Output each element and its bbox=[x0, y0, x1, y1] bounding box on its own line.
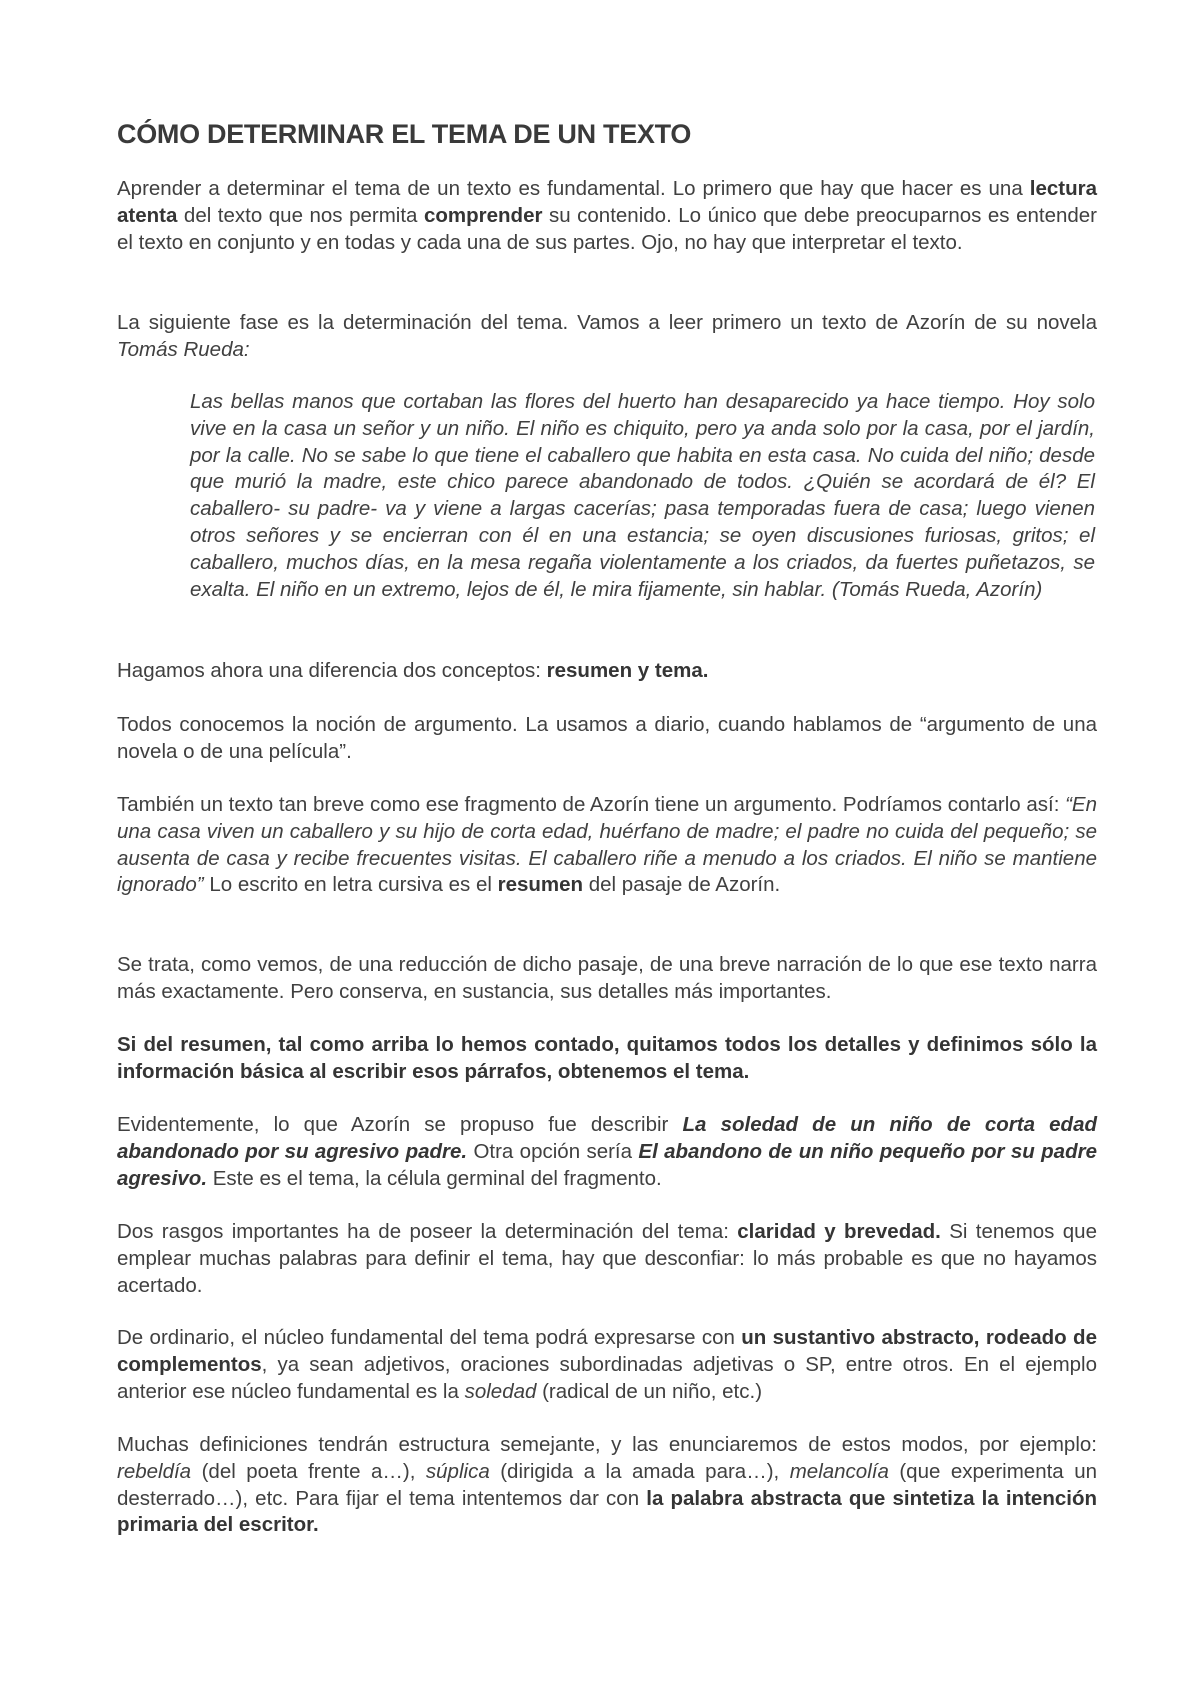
italic-run: melancolía bbox=[789, 1459, 889, 1483]
bold-run: claridad y brevedad. bbox=[737, 1220, 941, 1243]
text-run: Este es el tema, la célula germinal del fragmento. bbox=[207, 1166, 662, 1190]
bold-run: resumen bbox=[497, 873, 584, 897]
text-run: , ya sean adjetivos, oraciones subordinadas adjetivas o SP, entre otros. En el ejemplo anterior ese núcleo fundamental es la bbox=[117, 1352, 1097, 1403]
text-run: (radical de un niño, etc.) bbox=[536, 1379, 763, 1403]
text-run: Hagamos ahora una diferencia dos conceptos: bbox=[117, 659, 547, 682]
text-run: Dos rasgos importantes ha de poseer la determinación del tema: bbox=[117, 1220, 738, 1243]
italic-run: rebeldía bbox=[117, 1459, 192, 1483]
bold-italic-run: La soledad de un niño de corta edad abandonado por su agresivo padre. bbox=[117, 1113, 1097, 1163]
bold-run: lectura atenta bbox=[117, 177, 1097, 227]
bold-italic-run: El abandono de un niño pequeño por su padre agresivo. bbox=[117, 1139, 1097, 1190]
quote-azorin: Las bellas manos que cortaban las flores del huerto han desaparecido ya hace tiempo. Hoy solo vive en la casa un señor y un niño. El niño es chiquito, pero ya anda solo por la casa, por el jardín, por la calle. No se sabe lo que tiene el caballero que habita en esta casa. No cuida del niño; desde que murió la madre, este chico parece abandonado de todos. ¿Quién se acordará de él? El caballero- su padre- va y viene a largas cacerías; pasa temporadas fuera de casa; luego vienen otros señores y se encierran con él en una estancia; se oyen discusiones furiosas, gritos; el caballero, muchos días, en la mesa regaña violentamente a los criados, da fuertes puñetazos, se exalta. El niño en un extremo, lejos de él, le mira fijamente, sin hablar. (Tomás Rueda, Azorín) bbox=[190, 390, 1095, 601]
italic-run: soledad bbox=[464, 1379, 537, 1403]
text-run: Otra opción sería bbox=[467, 1139, 639, 1163]
bold-run: resumen y tema. bbox=[546, 659, 709, 682]
paragraph-definiciones bbox=[117, 1432, 1097, 1539]
paragraph-tema-definicion: Si del resumen, tal como arriba lo hemos contado, quitamos todos los detalles y definimos sólo la información básica al escribir esos párrafos, obtenemos el tema. bbox=[117, 1033, 1097, 1083]
text-run: Si tenemos que emplear muchas palabras para definir el tema, hay que desconfiar: lo más probable es que no hayamos acertado. bbox=[117, 1220, 1097, 1297]
text-run: También un texto tan breve como ese fragmento de Azorín tiene un argumento. Podríamos contarlo así: bbox=[117, 793, 1066, 816]
bold-run: comprender bbox=[423, 203, 543, 227]
paragraph-intro bbox=[117, 176, 1097, 256]
paragraph-resumen bbox=[117, 792, 1097, 899]
paragraph-rasgos bbox=[117, 1219, 1097, 1299]
text-run: del pasaje de Azorín. bbox=[583, 873, 781, 897]
text-run: Lo escrito en letra cursiva es el bbox=[203, 873, 498, 897]
text-run: (que experimenta un desterrado…), etc. Para fijar el tema intentemos dar con bbox=[117, 1459, 1097, 1510]
paragraph-nucleo bbox=[117, 1325, 1097, 1405]
text-run: (dirigida a la amada para…), bbox=[489, 1459, 790, 1483]
italic-run: Tomás Rueda: bbox=[117, 337, 250, 361]
text-run: La siguiente fase es la determinación del tema. Vamos a leer primero un texto de Azorín de su novela bbox=[117, 311, 1097, 334]
text-run: De ordinario, el núcleo fundamental del tema podrá expresarse con bbox=[117, 1326, 742, 1349]
paragraph-fase bbox=[117, 310, 1097, 364]
paragraph-evidentemente bbox=[117, 1112, 1097, 1192]
text-run: su contenido. Lo único que debe preocuparnos es entender el texto en conjunto y en todas y cada una de sus partes. Ojo, no hay que interpretar el texto. bbox=[117, 203, 1097, 254]
text-run: Evidentemente, lo que Azorín se propuso fue describir bbox=[117, 1113, 683, 1136]
bold-run: un sustantivo abstracto, rodeado de complementos bbox=[117, 1326, 1097, 1376]
text-run: (del poeta frente a…), bbox=[191, 1459, 426, 1483]
bold-run: la palabra abstracta que sintetiza la intención primaria del escritor. bbox=[117, 1486, 1097, 1537]
italic-run: súplica bbox=[425, 1459, 490, 1483]
document-title: CÓMO DETERMINAR EL TEMA DE UN TEXTO bbox=[117, 119, 692, 149]
paragraph-reduccion: Se trata, como vemos, de una reducción de dicho pasaje, de una breve narración de lo que ese texto narra más exactamente. Pero conserva, en sustancia, sus detalles más importantes. bbox=[117, 953, 1097, 1003]
text-run: Aprender a determinar el tema de un texto es fundamental. Lo primero que hay que hacer es una bbox=[117, 177, 1030, 200]
paragraph-argumento: Todos conocemos la noción de argumento. La usamos a diario, cuando hablamos de “argumento de una novela o de una película”. bbox=[117, 713, 1097, 763]
text-run: Muchas definiciones tendrán estructura semejante, y las enunciaremos de estos modos, por ejemplo: bbox=[117, 1433, 1097, 1456]
paragraph-conceptos bbox=[117, 658, 1097, 685]
italic-run: “En una casa viven un caballero y su hijo de corta edad, huérfano de madre; el padre no cuida del pequeño; se ausenta de casa y recibe frecuentes visitas. El caballero riñe a menudo a los criados. El niño se mantiene ignorado” bbox=[117, 793, 1098, 897]
text-run: del texto que nos permita bbox=[177, 203, 424, 227]
